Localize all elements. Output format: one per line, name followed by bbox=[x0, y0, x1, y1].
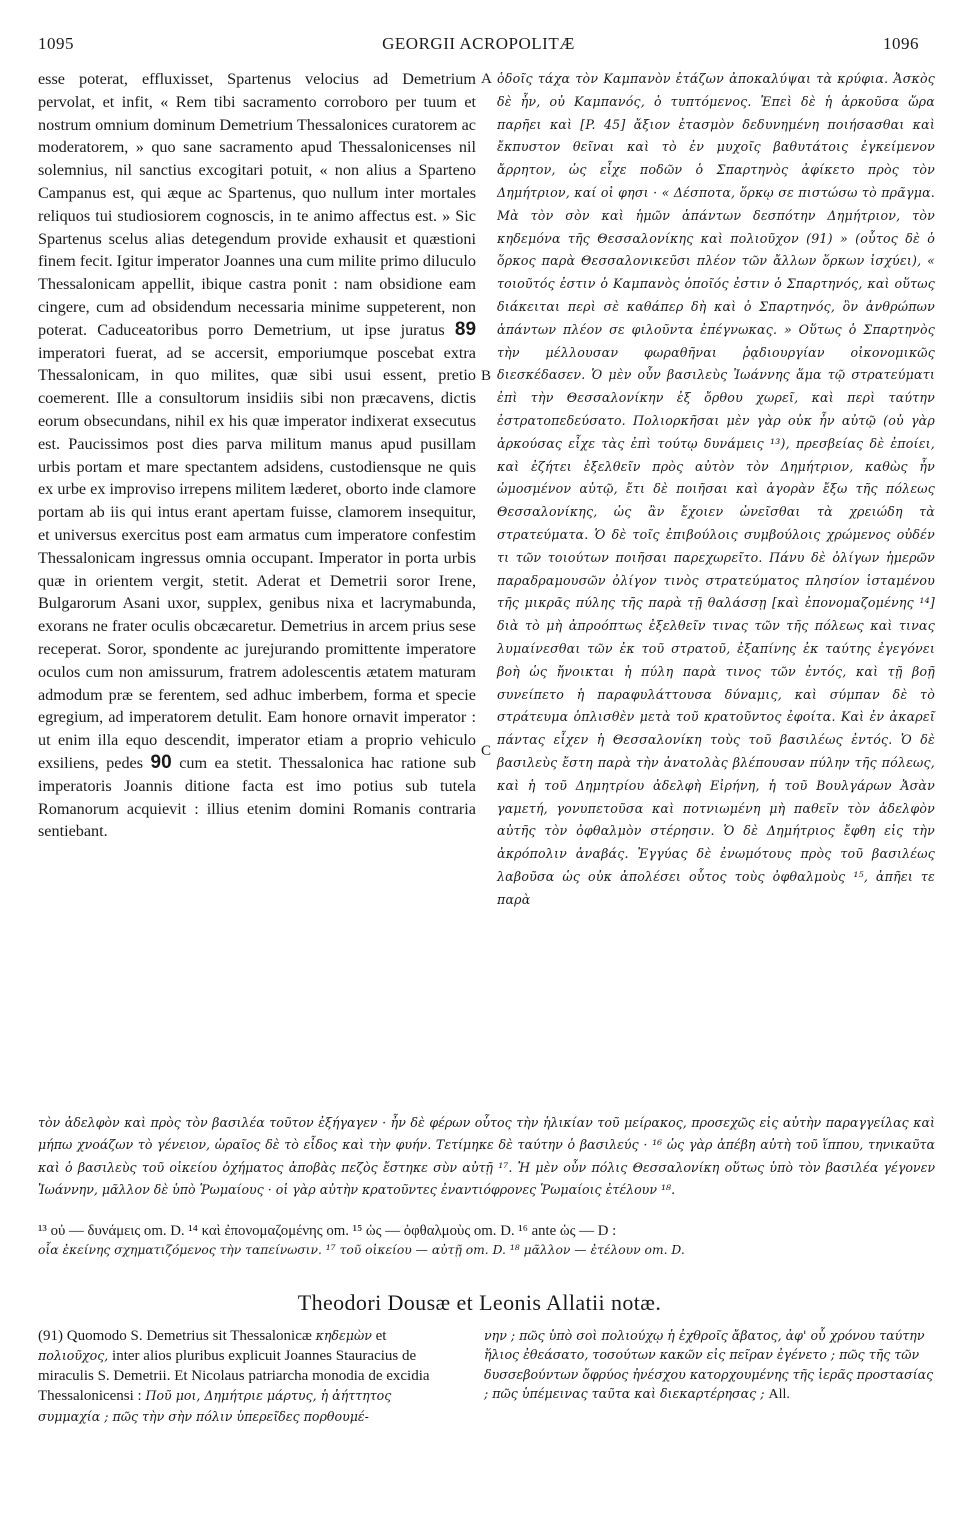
note-91-latin: inter alios pluribus explicuit Joannes Stauracius de miraculis S. Demetrii. Et Nicolaus patriarcha monodia de excidia Thessalonicensi : bbox=[38, 1348, 430, 1405]
page-number-left: 1095 bbox=[38, 34, 74, 53]
margin-letter-a: A bbox=[481, 71, 492, 87]
notes-left-column bbox=[38, 1326, 453, 1427]
note-91-intro: (91) Quomodo S. Demetrius sit Thessalonicæ bbox=[38, 1328, 312, 1344]
running-title: GEORGII ACROPOLITÆ bbox=[382, 34, 575, 53]
apparatus-line-2: οἷα ἐκείνης σχηματιζόμενος τὴν ταπείνωσιν. ¹⁷ τοῦ οἰκείου — αὐτῇ om. D. ¹⁸ μᾶλλον — ἐτέλουν om. D. bbox=[38, 1243, 685, 1257]
latin-text-part-1: esse poterat, effluxisset, Spartenus velocius ad Demetrium pervolat, et infit, « Rem tibi sacramento corroboro per tuum et nostrum omnium dominum Demetrium Thessalonices curatorem ac moderatorem, » quo sane sacramento apud Thessalonicenses nil solemnius, nil sanctius excogitari potuit, « non alius a Sparteno Campanus est, qui æque ac Spartenus, quo nullum inter mortales reliquos tui studiosiorem cognoscis, in te animo affectus est. » Sic Spartenus scelus alias detegendum provide exhausit et quæstioni finem fecit. Igitur imperator Joannes una cum milite primo diluculo Thessalonicam appellit, ibique castra ponit : nam obsidione eam cingere, cum ad obsidendum necessaria minime suppeterent, non poterat. Caduceatoribus porro Demetrium, ut ipse juratus bbox=[38, 70, 476, 339]
latin-text-part-2: imperatori fuerat, ad se accersit, emporiumque poscebat extra Thessalonicam, in quo milites, quæ sibi usui essent, pretio coemerent. Ille a consultorum insidiis sibi non præcavens, dictis eorum obsecundans, nihil ex his quæ imperator indixerat exsecutus est. Paucissimos post dies parva militum manus apud pusillam urbis portam et mare spectantem adsidens, custodiensque ne quis ex urbe ex improviso irrepens militem læderet, oborto inde clamore portam ab iis qui intus erant apertam fuisse, clamorem insequitur, et universus exercitus post eam armatus cum imperatore confestim Thessalonicam ingressus omnia occupant. Imperator in porta urbis quæ in orientem vergit, stetit. Aderat et Demetrii soror Irene, Bulgarorum Asani uxor, supplex, genibus nixa et lacrymabunda, exorans ne frater oculis obcæcaretur. Demetrius in arcem prius sese receperat. Soror, spondente ac jurejurando promittente imperatore oculos cum non amissurum, fratrem adolescentis ætatem maturam admodum præ se ferentem, sed adhuc imberbem, forma et specie egregium, ad imperatorem detulit. Eam honore ornavit imperator : ut enim illa equo descendit, imperator etiam a proprio vehiculo exsiliens, pedes bbox=[38, 343, 476, 772]
margin-letter-b: B bbox=[481, 368, 492, 384]
note-91-greek-1: κηδεμὼν bbox=[315, 1328, 372, 1343]
greek-text: ὁδοῖς τάχα τὸν Καμπανὸν ἐτάζων ἀποκαλύψαι τὰ κρύφια. Ἀσκὸς δὲ ἦν, οὐ Καμπανός, ὁ τυπτόμενος. Ἐπεὶ δὲ ἡ ἀρκοῦσα ὥρα παρῆει καὶ [P. 45] ἄξιον ἐτασμὸν δεδυνημένη ποιήσασθαι καὶ ἔκπυστον θεῖναι καὶ τὸ ἐν μυχοῖς βαθυτάτοις ἐγκείμενον ἄρρητον, ὡς εἶχε ποδῶν ὁ Σπαρτηνὸς ἀφίκετο πρὸς τὸν Δημήτριον, καί οἱ φησι · « Δέσποτα, ὅρκῳ σε πιστώσω τὸ πρᾶγμα. Μὰ τὸν σὸν καὶ ἡμῶν ἁπάντων δεσπότην Δημήτριον, τὸν κηδεμόνα τῆς Θεσσαλονίκης καὶ πολιοῦχον (91) » (οὗτος δὲ ὁ ὅρκος παρὰ Θεσσαλονικεῦσι πλέον τῶν ἄλλων ὅρκων ἰσχύει), « τοιοῦτός ἐστιν ὁ Καμπανὸς ὁποῖός ἐστιν ὁ Σπαρτηνός, καὶ οὕτως διάκειται περὶ σὲ καθάπερ δὴ καὶ ὁ Σπαρτηνός, ὃν ἀνθρώπων ἁπάντων πλέον σε φιλοῦντα ἐπέγνωκας. » Οὕτως ὁ Σπαρτηνὸς τὴν μέλλουσαν φωραθῆναι ῥᾳδιουργίαν οἰκονομικῶς διεσκέδασεν. Ὁ μὲν οὖν βασιλεὺς Ἰωάννης ἅμα τῷ στρατεύματι ἐπὶ τὴν Θεσσαλονίκην ἐξ ὄρθου χωρεῖ, καὶ περὶ ταύτην ἐστρατοπεδεύσατο. Πολιορκῆσαι μὲν γὰρ οὐκ ἦν αὐτῷ (οὐ γὰρ ἀρκούσας εἶχε τὰς ἐπὶ τούτῳ δυνάμεις ¹³), πρεσβείας δὲ ἐποίει, καὶ ἐζήτει ἐξελθεῖν πρὸς αὐτὸν τὸν Δημήτριον, καθὼς ἦν ὠμοσμένον αὐτῷ, ἔτι δὲ ποιῆσαι καὶ ἀγορὰν ἔξω τῆς πόλεως Θεσσαλονίκης, ὡς ἂν ἔχοιεν ὠνεῖσθαι τὰ χρειώδη τὰ στρατεύματα. Ὁ δὲ τοῖς ἐπιβούλοις συμβούλοις χρώμενος οὐδέν τι τῶν τοιούτων ποιῆσαι παρεχωρεῖτο. Πάνυ δὲ ὀλίγων ἡμερῶν παραδραμουσῶν ὀλίγον τινὸς στρατεύματος πλησίον ἱσταμένου τῆς μικρᾶς πύλης τῆς παρὰ τῇ θαλάσσῃ [καὶ ἐπονομαζομένης ¹⁴] διὰ τὸ μὴ ἀπροόπτως ἐξελθεῖν τινας τῶν τῆς πόλεως καὶ τινας λυμαίνεσθαι τῶν ἐκ τοῦ στρατοῦ, ἐξαπίνης ἐκ ταύτης ἐγεγόνει βοὴ ὡς ἤνοικται ἡ πύλη παρὰ τινος τῶν ἐντός, καὶ τῇ βοῇ συνείπετο ἡ παραφυλάττουσα δύναμις, καὶ σύμπαν δὲ τὸ στράτευμα ὁπλισθὲν μετὰ τοῦ κρατοῦντος ἐφοίτα. Καὶ ἐν ἀκαρεῖ πάντας εἶχεν ἡ Θεσσαλονίκη τοὺς τοῦ βασιλέως ἐντός. Ὁ δὲ βασιλεὺς ἔστη παρὰ τὴν ἀνατολὰς βλέπουσαν πύλην τῆς πόλεως, καὶ ἡ τοῦ Δημητρίου ἀδελφὴ Εἰρήνη, ἡ τοῦ Βουλγάρων Ἀσὰν γαμετή, γονυπετοῦσα καὶ ποτνιωμένη μὴ παθεῖν τὸν ἀδελφὸν αὐτῆς τὸν ὀφθαλμὸν στέρησιν. Ὁ δὲ Δημήτριος ἔφθη εἰς τὴν ἀκρόπολιν ἀναβάς. Ἐγγύας δὲ ἐνωμότους πρὸς τοῦ βασιλέως λαβοῦσα ὡς οὐκ ἀπολέσει οὗτος τοὺς ὀφθαλμοὺς ¹⁵, ἀπῆει τε παρὰ bbox=[497, 71, 935, 907]
section-number-90: 90 bbox=[150, 751, 172, 773]
latin-text-part-3: cum ea stetit. Thessalonica hac ratione sub imperatoris Joannis ditione facta est imo potius sub tutela Romanorum acquievit : illius etenim domini Romanis contraria sentiebant. bbox=[38, 753, 476, 841]
note-91-author: All. bbox=[768, 1387, 790, 1403]
note-91-greek-2: πολιοῦχος, bbox=[38, 1348, 109, 1364]
running-header bbox=[38, 34, 919, 58]
notes-title: Theodori Dousæ et Leonis Allatii notæ. bbox=[297, 1290, 662, 1315]
section-number-89: 89 bbox=[454, 318, 477, 340]
margin-letter-c: C bbox=[481, 743, 492, 759]
latin-text-1 bbox=[38, 68, 476, 843]
page-number-right: 1096 bbox=[883, 34, 919, 53]
note-91-continued bbox=[484, 1326, 935, 1405]
note-91 bbox=[38, 1326, 453, 1427]
note-91-et: et bbox=[375, 1328, 387, 1344]
apparatus-line-1: ¹³ οὐ — δυνάμεις om. D. ¹⁴ καὶ ἐπονομαζομένης om. ¹⁵ ὡς — ὀφθαλμοὺς om. D. ¹⁶ ante ὡς — D : bbox=[38, 1223, 617, 1239]
critical-apparatus bbox=[38, 1222, 935, 1260]
notes-right-column bbox=[484, 1326, 935, 1405]
greek-full-width-text bbox=[38, 1112, 935, 1202]
greek-continuation: τὸν ἀδελφὸν καὶ πρὸς τὸν βασιλέα τοῦτον ἐξήγαγεν · ἦν δὲ φέρων οὗτος τὴν ἡλικίαν τοῦ μείρακος, προσεχῶς εἰς αὐτὴν παραγγείλας καὶ μήπω χνοάζων τὸ γένειον, ὡραῖος δὲ τὸ εἶδος καὶ τὴν φυήν. Τετίμηκε δὲ ταύτην ὁ βασιλεύς · ¹⁶ ὡς γὰρ ἀπέβη αὐτὴ τοῦ ἵππου, τηνικαῦτα καὶ ὁ βασιλεὺς τοῦ οἰκείου ὀχήματος ἀποβὰς πεζὸς ἔστηκε σὺν αὐτῇ ¹⁷. Ἡ μὲν οὖν πόλις Θεσσαλονίκη οὕτως ὑπὸ τὸν βασιλέα γέγονεν Ἰωάννην, μᾶλλον δὲ ὑπὸ Ῥωμαίους · οἱ γὰρ αὐτὴν κρατοῦντες ἐναντιόφρονες Ῥωμαίοις ἐτέλουν ¹⁸. bbox=[38, 1115, 935, 1198]
latin-column bbox=[38, 68, 476, 843]
greek-column bbox=[497, 68, 935, 911]
note-91-greek-3: Ποῦ μοι, Δημήτριε μάρτυς, ἡ ἀήττητος συμμαχία ; πῶς τὴν σὴν πόλιν ὑπερεῖδες πορθουμέ- bbox=[38, 1388, 392, 1424]
note-91-greek-continued: νην ; πῶς ὑπὸ σοὶ πολιούχῳ ἡ ἐχθροῖς ἄβατος, ἀφ' οὗ χρόνου ταύτην ἥλιος ἐθεάσατο, τοσούτων κακῶν εἰς πεῖραν ἐγένετο ; πῶς τῆς τῶν δυσσεβούντων ὄφρύος ἠνέσχου κατορχουμένης τῆς ἱερᾶς προστασίας ; πῶς ὑπέμεινας ταῦτα καὶ διεκαρτέρησας ; bbox=[484, 1328, 934, 1402]
